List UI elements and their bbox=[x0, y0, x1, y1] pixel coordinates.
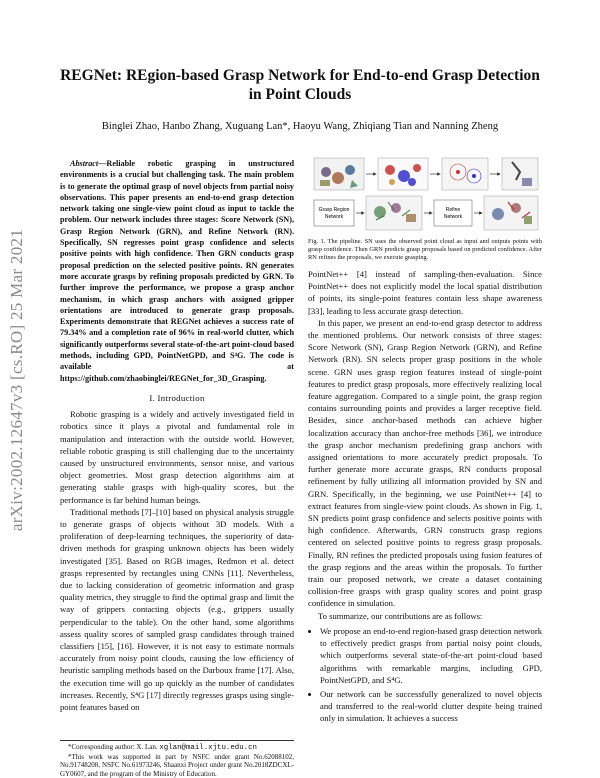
robot-grasp-panel bbox=[502, 158, 538, 190]
body-paragraph: PointNet++ [4] instead of sampling-then-evaluation. Since PointNet++ does not explicitly model the local spatial distribution of points, its single-point features contain less shape awareness [33], leading to less accurate grasp detection. bbox=[308, 269, 542, 316]
proposal-panel bbox=[366, 196, 422, 230]
final-grasp-panel bbox=[484, 196, 538, 230]
list-item: • We propose an end-to-end region-based grasp detection network to effectively predict grasps from partial noisy point clouds, which outperforms several state-of-the-art point-cloud based algorithms with remarkable margins, including GPD, PointNetGPD, and S⁴G. bbox=[320, 625, 542, 686]
refine-network-box bbox=[434, 200, 472, 226]
score-network-panel bbox=[378, 158, 428, 190]
grasp-region-panel bbox=[442, 158, 488, 190]
abstract-label: Abstract bbox=[70, 159, 99, 168]
abstract bbox=[60, 158, 294, 384]
svg-text:Network: Network bbox=[443, 214, 463, 220]
abstract-text: —Reliable robotic grasping in unstructured environments is a crucial but challenging task. The main problem is to generate the optimal grasp of novel objects from partial noisy observations. This paper presents an end-to-end grasp detection network taking one single-view point cloud as input to tackle the problem. Our network includes three stages: Score Network (SN), Grasp Region Network (GRN), and Refine Network (RN). Specifically, SN regresses point grasp confidence and selects positive points with high confidence. Then GRN conducts grasp proposal prediction on the selected positive points. RN generates more accurate grasps by refining proposals predicted by GRN. To further improve the performance, we propose a grasp anchor mechanism, in which grasp anchors with assigned gripper orientations are introduced to generate grasp proposals. Experiments demonstrate that REGNet achieves a success rate of 79.34% and a completion rate of 96% in real-world clutter, which significantly outperforms several state-of-the-art point-cloud based methods, including GPD, PointNetGPD, and S⁴G. The code is available at https://github.com/zhaobinglei/REGNet_for_3D_Grasping. bbox=[60, 159, 294, 383]
contribution-list bbox=[308, 625, 542, 725]
right-column bbox=[308, 268, 542, 727]
intro-paragraph: Traditional methods [7]–[10] based on physical analysis struggle to generate grasps of objects without 3D models. With a proliferation of deep-learning techniques, the superiority of data-driven methods for grasping unknown objects has been widely investigated [35]. Based on RGB images, Redmon et al. detect grasps represented by rectangles using CNNs [11]. Nevertheless, due to lacking consideration of geometric information and grasp quality metrics, they struggle to find the optimal grasp and limit the way of grippers contacting objects (e.g., grippers usually perpendicular to the table). On the other hand, some algorithms assess quality scores of sampled grasp candidates through trained classifiers [15], [16]. However, it is not easy to estimate normals accurately from noisy point clouds, causing the low efficiency of heuristic sampling methods based on the Darboux frame [17]. Also, the execution time will go up quickly as the number of candidates increases. Recently, S⁴G [17] directly regresses grasps using single-point features based on bbox=[60, 506, 294, 713]
input-point-cloud-panel bbox=[314, 158, 364, 190]
footnote-corresponding-text: *Corresponding author: X. Lan. bbox=[68, 743, 158, 751]
author-list: Binglei Zhao, Hanbo Zhang, Xuguang Lan*, Haoyu Wang, Zhiqiang Tian and Nanning Zheng bbox=[101, 121, 499, 132]
footnote bbox=[60, 740, 294, 778]
footnote-corresponding bbox=[60, 743, 294, 753]
intro-paragraph: Robotic grasping is a widely and actively investigated field in robotics since it plays a pivotal and fundamental role in manipulation and interaction with the outside world. However, reliable robotic grasping is still challenging due to the uncertainty caused by unstructured environments, sensor noise, and various object geometries. Most grasp detection algorithms aim at generating stable grasps with high-quality scores, but the performance is far behind human beings. bbox=[60, 409, 294, 505]
left-column bbox=[60, 158, 294, 713]
svg-text:Network: Network bbox=[324, 214, 344, 220]
footnote-support: *This work was supported in part by NSFC under grant No.62088102, No.91748208, NSFC No.61973246, Shaanxi Project under grant No.2018ZDCXL-GY0607, and the program of the Ministry of Education. bbox=[60, 752, 294, 778]
section-heading-introduction: I. Introduction bbox=[149, 392, 205, 403]
arxiv-identifier-text: arXiv:2002.12647v3 [cs.RO] 25 Mar 2021 bbox=[7, 228, 26, 532]
footnote-email: xglan@mail.xjtu.edu.cn bbox=[159, 744, 257, 752]
figure-caption: Fig. 1. The pipeline. SN uses the observed point cloud as input and outputs points with grasp confidence. Then GRN predicts grasp proposals based on predicted confidence. After RN refines the proposals, we execute grasping. bbox=[308, 238, 542, 261]
body-paragraph: In this paper, we present an end-to-end grasp detector to address the mentioned problems. Our network consists of three stages: Score Network (SN), Grasp Region Network (GRN), and Refine Network (RN). SN selects proper grasp positions in the whole scene. GRN uses grasp region features instead of single-point features to predict grasp proposals, more effectively realizing local feature aggregation. Compared to a single point, the grasp region contains surrounding points and provides a larger receptive field. Besides, since anchor-based methods can achieve higher localization accuracy than anchor-free methods [36], we introduce the grasp anchor mechanism predefining grasp anchors with assigned orientations to more accurately predict proposals. To further generate more accurate grasps, RN conducts proposal refinement by fully utilizing all information provided by SN and GRN. Specifically, in the beginning, we use PointNet++ [4] to extract features from single-view point clouds. As shown in Fig. 1, SN predicts point grasp confidence and selects positive points with high confidence. Afterwards, GRN constructs grasp regions centered on selected positive points to regress grasp proposals. Finally, RN refines the predicted proposals using fusion features of the grasp regions and the areas within the proposals. To further train our proposed network, we create a dataset containing collision-free grasps with grasp quality scores and point grasp confidence in simulation. bbox=[308, 317, 542, 609]
figure-pipeline bbox=[312, 156, 540, 234]
list-item: • Our network can be successfully generalized to novel objects and transferred to the real-world clutter despite being trained only in simulation. It achieves a success bbox=[320, 688, 542, 725]
svg-text:Grasp Region: Grasp Region bbox=[318, 207, 350, 213]
svg-text:Refine: Refine bbox=[445, 207, 461, 213]
paper-title: REGNet: REgion-based Grasp Network for End-to-end Grasp Detection in Point Clouds bbox=[60, 67, 540, 103]
grasp-region-network-box bbox=[314, 200, 354, 226]
arxiv-identifier bbox=[6, 180, 28, 580]
body-paragraph: To summarize, our contributions are as follows: bbox=[318, 610, 483, 621]
